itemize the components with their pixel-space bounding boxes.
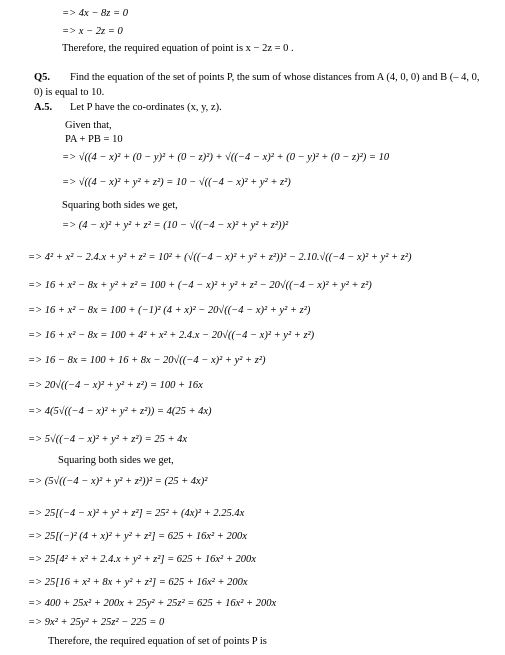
question-label: Q5. — [34, 72, 51, 83]
answer-label: A.5. — [34, 102, 53, 113]
step-line: => 20√((−4 − x)² + y² + z²) = 100 + 16x — [28, 380, 203, 391]
step-line: => 16 − 8x = 100 + 16 + 8x − 20√((−4 − x)² + y² + z²) — [28, 355, 266, 366]
answer-intro: Let P have the co-ordinates (x, y, z). — [70, 102, 222, 113]
step-line: => 25[(−)² (4 + x)² + y² + z²] = 625 + 16x² + 200x — [28, 531, 247, 542]
step-line: => 4x − 8z = 0 — [62, 8, 128, 19]
step-line: => 4² + x² − 2.4.x + y² + z² = 10² + (√((−4 − x)² + y² + z²))² − 2.10.√((−4 − x)² + y² + z²) — [28, 252, 412, 263]
step-line: => √((4 − x)² + y² + z²) = 10 − √((−4 − x)² + y² + z²) — [62, 177, 291, 188]
step-line: => (5√((−4 − x)² + y² + z²))² = (25 + 4x)² — [28, 476, 208, 487]
given-equation: PA + PB = 10 — [65, 134, 123, 145]
step-line: => 9x² + 25y² + 25z² − 225 = 0 — [28, 617, 165, 628]
question-text: Find the equation of the set of points P, the sum of whose distances from A (4, 0, 0) and B (– 4, 0, — [70, 72, 480, 83]
given-text: Given that, — [65, 120, 112, 131]
step-line: => (4 − x)² + y² + z² = (10 − √((−4 − x)² + y² + z²))² — [62, 220, 289, 231]
step-line: => 25[16 + x² + 8x + y² + z²] = 625 + 16x² + 200x — [28, 577, 248, 588]
step-line: => 5√((−4 − x)² + y² + z²) = 25 + 4x — [28, 434, 188, 445]
step-line: => 4(5√((−4 − x)² + y² + z²)) = 4(25 + 4x) — [28, 406, 212, 417]
step-line: => 400 + 25x² + 200x + 25y² + 25z² = 625 + 16x² + 200x — [28, 598, 277, 609]
squaring-text: Squaring both sides we get, — [58, 455, 174, 466]
squaring-text: Squaring both sides we get, — [62, 200, 178, 211]
conclusion-text: Therefore, the required equation of point is x − 2z = 0 . — [62, 43, 294, 54]
final-conclusion: Therefore, the required equation of set of points P is — [48, 636, 267, 647]
step-line: => √((4 − x)² + (0 − y)² + (0 − z)²) + √((−4 − x)² + (0 − y)² + (0 − z)²) = 10 — [62, 152, 390, 163]
step-line: => 16 + x² − 8x + y² + z² = 100 + (−4 − x)² + y² + z² − 20√((−4 − x)² + y² + z²) — [28, 280, 372, 291]
step-line: => 25[(−4 − x)² + y² + z²] = 25² + (4x)² + 2.25.4x — [28, 508, 245, 519]
step-line: => 16 + x² − 8x = 100 + 4² + x² + 2.4.x − 20√((−4 − x)² + y² + z²) — [28, 330, 315, 341]
step-line: => x − 2z = 0 — [62, 26, 123, 37]
step-line: => 25[4² + x² + 2.4.x + y² + z²] = 625 + 16x² + 200x — [28, 554, 256, 565]
step-line: => 16 + x² − 8x = 100 + (−1)² (4 + x)² − 20√((−4 − x)² + y² + z²) — [28, 305, 311, 316]
question-text-cont: 0) is equal to 10. — [34, 87, 105, 98]
